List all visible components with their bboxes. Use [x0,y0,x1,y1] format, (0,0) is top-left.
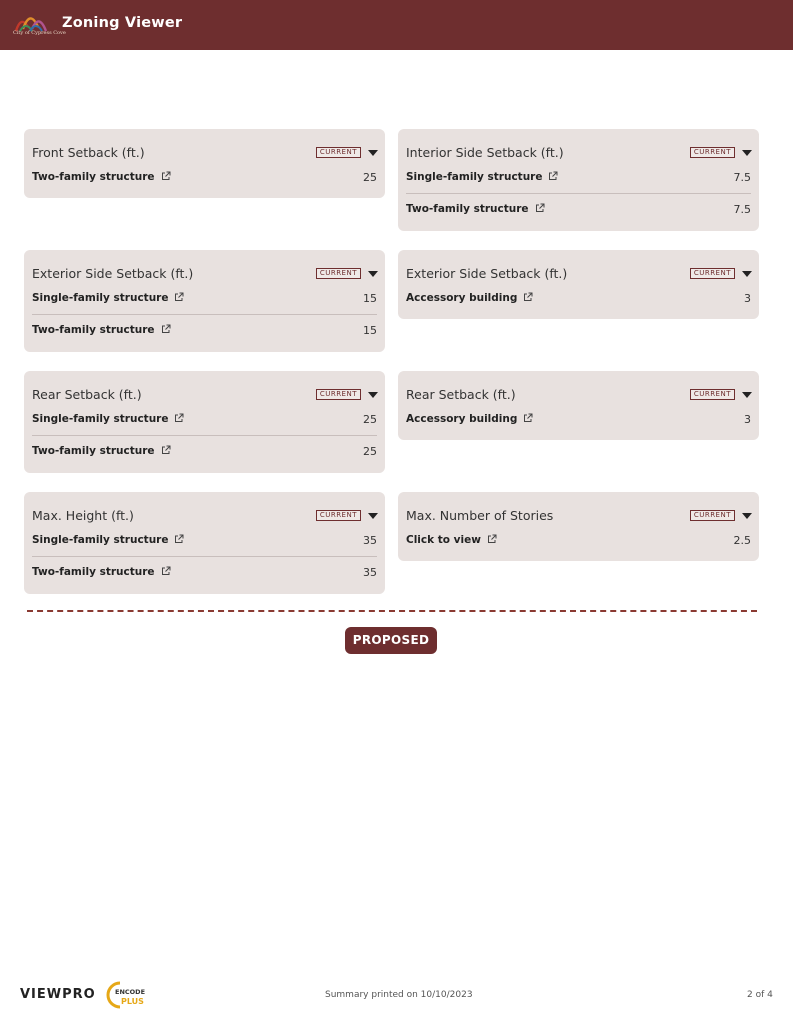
current-badge: CURRENT [316,147,361,158]
page-number: 2 of 4 [747,990,773,1000]
card-max-number-of-stories [398,492,759,561]
card-title: Front Setback (ft.) [32,145,145,160]
chevron-down-icon[interactable] [742,150,752,156]
external-link-icon[interactable] [174,292,184,302]
row-label-link[interactable] [32,534,184,546]
printed-date: Summary printed on 10/10/2023 [325,990,473,1000]
chevron-down-icon[interactable] [368,271,378,277]
current-badge: CURRENT [690,389,735,400]
row-value: 15 [363,292,377,305]
row-value: 7.5 [733,171,751,184]
external-link-icon[interactable] [548,171,558,181]
row-label-link[interactable] [32,292,184,304]
row-label-link[interactable] [406,413,533,425]
card-interior-side-setback [398,129,759,231]
external-link-icon[interactable] [174,413,184,423]
logo-text: City of Cypress Cove [13,30,66,36]
row-label-link[interactable] [32,413,184,425]
city-logo[interactable] [12,5,50,43]
card-row[interactable] [406,171,751,189]
row-divider [32,314,377,315]
card-exterior-side-setback-accessory [398,250,759,319]
card-row[interactable] [406,292,751,310]
row-value: 35 [363,566,377,579]
row-label[interactable]: Accessory building [406,292,518,304]
card-title: Exterior Side Setback (ft.) [406,266,568,281]
row-label-link[interactable] [32,566,171,578]
row-label-link[interactable] [406,171,558,183]
card-row[interactable] [406,534,751,552]
row-label[interactable]: Accessory building [406,413,518,425]
row-label[interactable]: Two-family structure [32,566,155,578]
card-row[interactable] [32,324,377,342]
row-label[interactable]: Single-family structure [32,413,169,425]
encode-text: ENCODE [115,988,146,996]
row-label[interactable]: Single-family structure [406,171,543,183]
chevron-down-icon[interactable] [368,513,378,519]
row-label[interactable]: Single-family structure [32,292,169,304]
card-title: Max. Number of Stories [406,508,554,523]
external-link-icon[interactable] [161,171,171,181]
row-value: 7.5 [733,203,751,216]
external-link-icon[interactable] [161,566,171,576]
card-rear-setback-accessory [398,371,759,440]
card-rear-setback [24,371,385,473]
external-link-icon[interactable] [487,534,497,544]
row-label[interactable]: Two-family structure [32,445,155,457]
current-badge: CURRENT [316,268,361,279]
external-link-icon[interactable] [161,324,171,334]
external-link-icon[interactable] [523,413,533,423]
external-link-icon[interactable] [535,203,545,213]
card-title: Max. Height (ft.) [32,508,134,523]
proposed-button[interactable]: PROPOSED [345,627,437,654]
row-value: 25 [363,171,377,184]
card-title: Rear Setback (ft.) [32,387,142,402]
row-label-link[interactable] [32,171,171,183]
plus-text: PLUS [121,997,144,1006]
chevron-down-icon[interactable] [742,513,752,519]
chevron-down-icon[interactable] [368,150,378,156]
row-label[interactable]: Click to view [406,534,481,546]
current-badge: CURRENT [690,147,735,158]
row-label-link[interactable] [406,292,533,304]
card-row[interactable] [32,292,377,310]
row-value: 3 [744,292,751,305]
row-label-link[interactable] [32,445,171,457]
row-value: 25 [363,413,377,426]
card-row[interactable] [406,203,751,221]
card-title: Rear Setback (ft.) [406,387,516,402]
row-divider [32,435,377,436]
current-badge: CURRENT [316,389,361,400]
current-badge: CURRENT [690,268,735,279]
card-row[interactable] [32,566,377,584]
card-exterior-side-setback [24,250,385,352]
card-title: Interior Side Setback (ft.) [406,145,564,160]
row-label[interactable]: Two-family structure [406,203,529,215]
external-link-icon[interactable] [174,534,184,544]
row-value: 25 [363,445,377,458]
card-row[interactable] [406,413,751,431]
current-badge: CURRENT [690,510,735,521]
row-divider [32,556,377,557]
chevron-down-icon[interactable] [742,271,752,277]
row-label-link[interactable] [406,203,545,215]
external-link-icon[interactable] [523,292,533,302]
card-max-height [24,492,385,594]
row-value: 2.5 [733,534,751,547]
card-row[interactable] [32,413,377,431]
chevron-down-icon[interactable] [742,392,752,398]
section-divider [27,610,757,612]
row-value: 35 [363,534,377,547]
card-row[interactable] [32,445,377,463]
current-badge: CURRENT [316,510,361,521]
row-value: 3 [744,413,751,426]
row-label[interactable]: Single-family structure [32,534,169,546]
app-title: Zoning Viewer [62,15,183,31]
row-label-link[interactable] [32,324,171,336]
row-label[interactable]: Two-family structure [32,171,155,183]
card-front-setback [24,129,385,198]
card-row[interactable] [32,534,377,552]
viewpro-logo: VIEWPRO [20,987,96,1002]
chevron-down-icon[interactable] [368,392,378,398]
app-header [0,0,793,50]
row-label[interactable]: Two-family structure [32,324,155,336]
row-label-link[interactable] [406,534,497,546]
external-link-icon[interactable] [161,445,171,455]
encode-plus-logo [106,980,146,1010]
row-divider [406,193,751,194]
card-row[interactable] [32,171,377,189]
card-title: Exterior Side Setback (ft.) [32,266,194,281]
row-value: 15 [363,324,377,337]
